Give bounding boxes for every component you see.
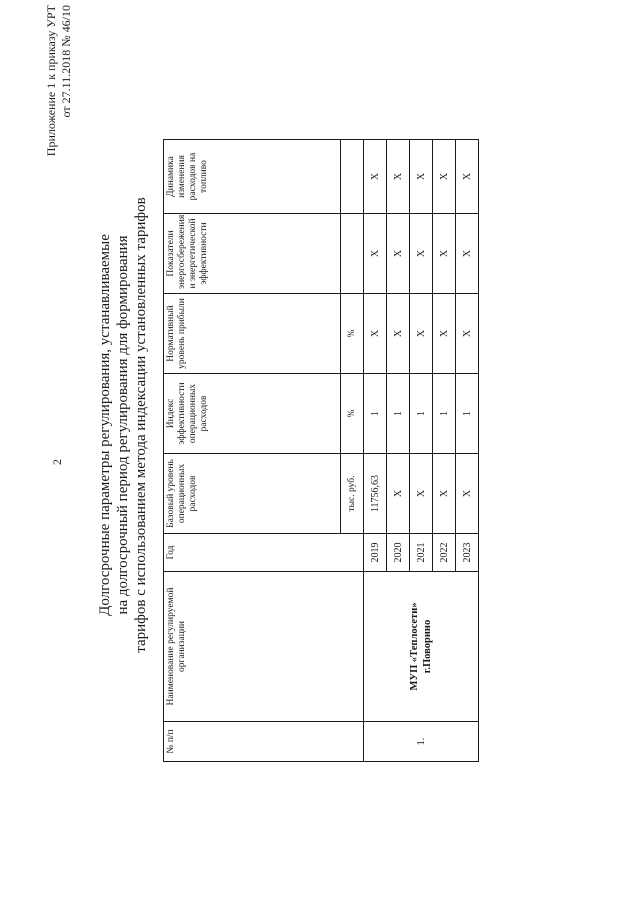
unit-fuel (341, 140, 364, 214)
appendix-line-1: Приложение 1 к приказу УРТ (44, 5, 58, 157)
title-line-1: Долгосрочные параметры регулирования, устанавливаемые (97, 234, 113, 616)
unit-index: % (341, 374, 364, 454)
organization-name: МУП «Теплосети» г.Поворино (364, 572, 479, 722)
cell-year: 2020 (387, 534, 410, 572)
cell-year: 2021 (410, 534, 433, 572)
cell-year: 2019 (364, 534, 387, 572)
header-energy: Показатели энергосбережения и энергетической эффективности (164, 214, 341, 294)
unit-base: тыс. руб. (341, 454, 364, 534)
cell-base: X (410, 454, 433, 534)
cell-energy: X (387, 214, 410, 294)
cell-fuel: X (364, 140, 387, 214)
cell-energy: X (456, 214, 479, 294)
header-index: Индекс эффективности операционных расходов (164, 374, 341, 454)
page-number: 2 (50, 459, 64, 465)
title-line-2: на долгосрочный период регулирования для формирования (115, 235, 131, 615)
cell-index: 1 (456, 374, 479, 454)
document-title (96, 125, 150, 725)
cell-index: 1 (364, 374, 387, 454)
header-base: Базовый уровень операционных расходов (164, 454, 341, 534)
header-year: Год (164, 534, 364, 572)
unit-profit: % (341, 294, 364, 374)
cell-profit: X (364, 294, 387, 374)
header-fuel: Динамика изменения расходов на топливо (164, 140, 341, 214)
cell-profit: X (387, 294, 410, 374)
cell-index: 1 (410, 374, 433, 454)
header-row (164, 140, 341, 762)
header-num: № п/п (164, 722, 364, 762)
cell-year: 2022 (433, 534, 456, 572)
header-profit: Нормативный уровень прибыли (164, 294, 341, 374)
cell-base: X (433, 454, 456, 534)
cell-fuel: X (433, 140, 456, 214)
cell-base: X (387, 454, 410, 534)
cell-profit: X (433, 294, 456, 374)
cell-fuel: X (456, 140, 479, 214)
header-org: Наименование регулируемой организации (164, 572, 364, 722)
table-row (364, 140, 387, 762)
cell-base: 11756,63 (364, 454, 387, 534)
unit-energy (341, 214, 364, 294)
appendix-line-2: от 27.11.2018 № 46/10 (59, 5, 73, 118)
title-line-3: тарифов с использованием метода индексации установленных тарифов (133, 197, 149, 653)
cell-profit: X (410, 294, 433, 374)
appendix-reference (44, 5, 74, 165)
parameters-table (163, 139, 479, 762)
cell-energy: X (364, 214, 387, 294)
cell-fuel: X (387, 140, 410, 214)
cell-year: 2023 (456, 534, 479, 572)
cell-index: 1 (433, 374, 456, 454)
row-number: 1. (364, 722, 479, 762)
cell-energy: X (433, 214, 456, 294)
cell-profit: X (456, 294, 479, 374)
cell-base: X (456, 454, 479, 534)
cell-index: 1 (387, 374, 410, 454)
cell-fuel: X (410, 140, 433, 214)
cell-energy: X (410, 214, 433, 294)
